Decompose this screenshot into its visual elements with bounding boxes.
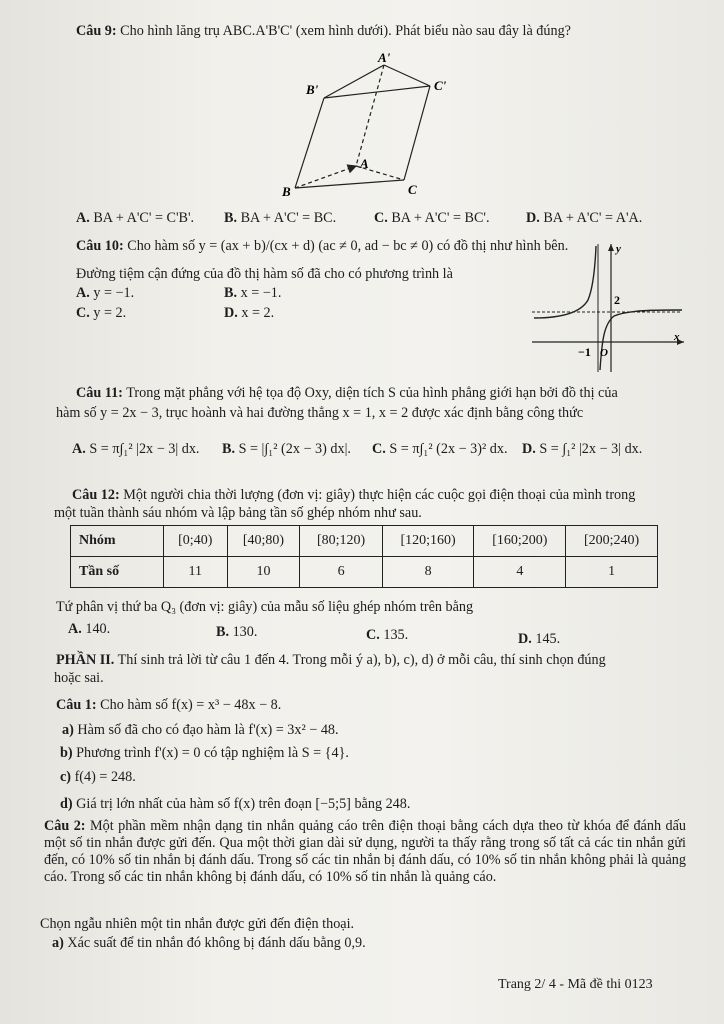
q12-label: Câu 12: — [72, 487, 120, 503]
edge-a1c1 — [384, 65, 430, 86]
table-cell: [200;240) — [566, 526, 658, 557]
table-row — [71, 526, 658, 557]
part2-line1 — [56, 651, 606, 669]
c1-text: Cho hàm số f(x) = x³ − 48x − 8. — [100, 697, 282, 713]
edge-bc — [295, 180, 404, 188]
table-cell: 6 — [300, 557, 382, 588]
edge-b1b — [295, 98, 324, 188]
q11-text2: hàm số y = 2x − 3, trục hoành và hai đường thẳng x = 1, x = 2 được xác định bằng công thức — [56, 405, 584, 421]
mark-neg1: −1 — [578, 345, 591, 359]
c2-item-a: a) Xác suất để tin nhắn đó không bị đánh dấu bằng 0,9. — [52, 935, 366, 951]
table-cell: [160;200) — [474, 526, 566, 557]
c1-line — [56, 696, 281, 714]
q10-text1: Cho hàm số y = (ax + b)/(cx + d) (ac ≠ 0, ad − bc ≠ 0) có đồ thị như hình bên. — [127, 238, 569, 254]
prism-figure — [280, 50, 470, 200]
q11-option-d: D. S = ∫₁² |2x − 3| dx. — [522, 441, 643, 457]
origin-label: O — [600, 347, 608, 359]
q12-option-b: B. 130. — [216, 624, 258, 640]
q9-option-d: D. BA + A'C' = A'A. — [526, 210, 643, 226]
edge-c1c — [404, 86, 430, 180]
part2-text2: hoặc sai. — [54, 670, 104, 686]
c1-item-c: c) f(4) = 248. — [60, 769, 136, 785]
q10-text2: Đường tiệm cận đứng của đồ thị hàm số đã cho có phương trình là — [76, 266, 453, 282]
table-cell: 11 — [164, 557, 228, 588]
q12-line1 — [72, 486, 635, 504]
c2-text2: Chọn ngẫu nhiên một tin nhắn được gửi đến điện thoại. — [40, 916, 355, 932]
q12-text1: Một người chia thời lượng (đơn vị: giây) thực hiện các cuộc gọi điện thoại của mình trong — [123, 487, 636, 503]
q12-option-a: A. 140. — [68, 621, 111, 637]
hyperbola-graph — [528, 240, 688, 375]
q11-option-b: B. S = |∫₁² (2x − 3) dx|. — [222, 441, 351, 457]
q10-option-b: B. x = −1. — [224, 285, 282, 301]
label-b1: B' — [306, 82, 319, 97]
q12-option-c: C. 135. — [366, 627, 409, 643]
c2-para: Một phần mềm nhận dạng tin nhắn quảng cáo trên điện thoại bằng cách dựa theo từ khóa để đánh dấu một số tin nhắn được gửi đến. Qua một thời gian dài sử dụng, người ta thấy rằng trong số tất cả các tin nhắn gửi đến, có 10% số tin nhắn bị đánh dấu. Trong số các tin nhắn bị đánh dấu, có 10% số tin nhắn không phải là quảng cáo. Trong số các tin nhắn không bị đánh dấu, có 10% số tin nhắn là quảng cáo. — [44, 818, 687, 885]
q11-option-c: C. S = π∫₁² (2x − 3)² dx. — [372, 441, 508, 457]
label-b: B — [282, 184, 291, 199]
q10-option-d: D. x = 2. — [224, 305, 275, 321]
table-cell: 10 — [227, 557, 300, 588]
c1-label: Câu 1: — [56, 697, 97, 713]
label-a1: A' — [378, 50, 391, 65]
table-row — [71, 557, 658, 588]
q11-line1 — [76, 384, 618, 402]
q12-text2: một tuần thành sáu nhóm và lập bảng tần số ghép nhóm như sau. — [54, 505, 422, 521]
label-c: C — [408, 182, 417, 197]
table-cell: 1 — [566, 557, 658, 588]
c1-item-b: b) Phương trình f'(x) = 0 có tập nghiệm là S = {4}. — [60, 745, 349, 761]
q12-option-d: D. 145. — [518, 631, 561, 647]
q11-option-a: A. S = π∫₁² |2x − 3| dx. — [72, 441, 200, 457]
left-branch — [534, 246, 596, 318]
q9-option-b: B. BA + A'C' = BC. — [224, 210, 337, 226]
table-cell: [120;160) — [382, 526, 474, 557]
edge-b1a1 — [324, 65, 384, 98]
table-cell: [80;120) — [300, 526, 382, 557]
y-axis-label: y — [616, 243, 621, 255]
q9-label: Câu 9: — [76, 23, 117, 39]
label-c1: C' — [434, 78, 447, 93]
q10-label: Câu 10: — [76, 238, 124, 254]
table-cell: [40;80) — [227, 526, 300, 557]
right-branch — [600, 310, 682, 370]
x-axis-label: x — [674, 331, 680, 343]
label-a: A — [360, 156, 369, 171]
c2-paragraph — [44, 818, 686, 886]
q10-line1 — [76, 237, 568, 255]
q9-text: Cho hình lăng trụ ABC.A'B'C' (xem hình dưới). Phát biểu nào sau đây là đúng? — [120, 23, 571, 39]
table-head-group: Nhóm — [71, 526, 164, 557]
table-cell: 4 — [474, 557, 566, 588]
q10-option-a: A. y = −1. — [76, 285, 135, 301]
table-cell: [0;40) — [164, 526, 228, 557]
table-head-frequency: Tần số — [71, 557, 164, 588]
c1-item-a: a) Hàm số đã cho có đạo hàm là f'(x) = 3x² − 48. — [62, 722, 339, 738]
q9-option-c: C. BA + A'C' = BC'. — [374, 210, 490, 226]
c2-label: Câu 2: — [44, 818, 86, 834]
page-footer: Trang 2/ 4 - Mã đề thi 0123 — [498, 977, 653, 992]
q12-text3: Tứ phân vị thứ ba Q₃ (đơn vị: giây) của mẫu số liệu ghép nhóm trên bằng — [56, 599, 474, 615]
q10-option-c: C. y = 2. — [76, 305, 127, 321]
part2-label: PHẦN II. — [56, 652, 115, 668]
edge-a1a — [356, 65, 384, 166]
q11-label: Câu 11: — [76, 385, 123, 401]
frequency-table — [70, 525, 658, 588]
edge-b1c1 — [324, 86, 430, 98]
c1-item-d: d) Giá trị lớn nhất của hàm số f(x) trên đoạn [−5;5] bằng 248. — [60, 796, 411, 812]
q11-text1: Trong mặt phẳng với hệ tọa độ Oxy, diện tích S của hình phẳng giới hạn bởi đồ thị của — [126, 385, 618, 401]
q9-option-a: A. BA + A'C' = C'B'. — [76, 210, 195, 226]
part2-text1: Thí sinh trả lời từ câu 1 đến 4. Trong mỗi ý a), b), c), d) ở mỗi câu, thí sinh chọn đúng — [117, 652, 606, 668]
q9-line — [76, 22, 571, 40]
table-cell: 8 — [382, 557, 474, 588]
mark-2: 2 — [614, 293, 620, 307]
